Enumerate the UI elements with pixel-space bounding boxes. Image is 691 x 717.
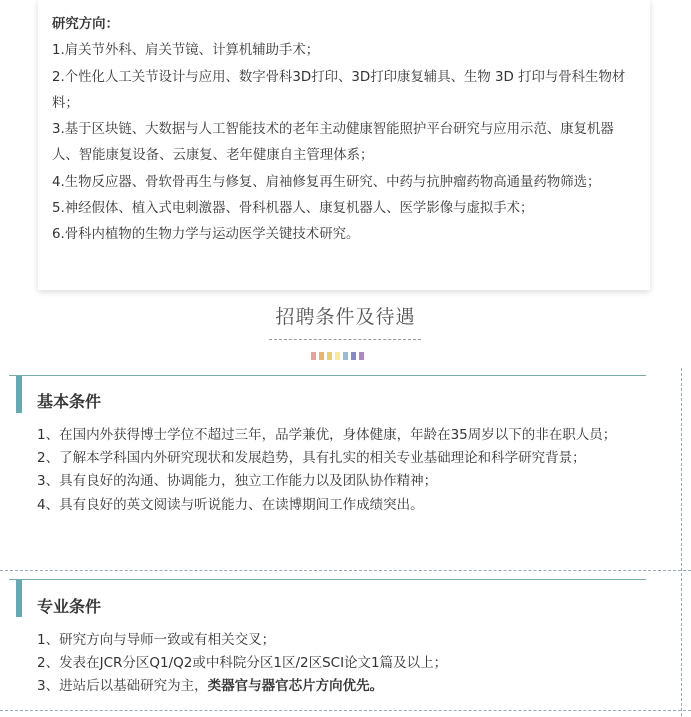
basic-item: 2、了解本学科国内外研究现状和发展趋势，具有扎实的相关专业基础理论和科学研究背景； (37, 450, 586, 467)
research-directions-card (38, 0, 650, 290)
research-item: 3.基于区块链、大数据与人工智能技术的老年主动健康智能照护平台研究与应用示范、康复机器人、智能康复设备、云康复、老年健康自主管理体系； (52, 122, 614, 164)
research-item: 4.生物反应器、骨软骨再生与修复、肩袖修复再生研究、中药与抗肿瘤药物高通量药物筛选； (52, 174, 601, 190)
basic-item: 4、具有良好的英文阅读与听说能力、在读博期间工作成绩突出。 (37, 496, 424, 513)
research-item: 2.个性化人工关节设计与应用、数字骨科3D打印、3D打印康复辅具、生物 3D 打印与骨科生物材料； (52, 69, 626, 111)
color-dot (351, 352, 356, 360)
professional-title-rule (9, 579, 646, 580)
professional-item-text: 3、进站后以基础研究为主， (37, 678, 208, 695)
decorative-dots (311, 352, 364, 360)
color-dot (327, 352, 332, 360)
professional-item-emphasis: 类器官与器官芯片方向优先。 (207, 678, 384, 695)
basic-item: 1、在国内外获得博士学位不超过三年，品学兼优，身体健康，年龄在35周岁以下的非在职人员； (37, 427, 617, 443)
professional-accent-bar (16, 580, 22, 617)
color-dot (343, 352, 348, 360)
professional-item (37, 675, 662, 698)
color-dot (335, 352, 340, 360)
section-divider (0, 570, 691, 571)
basic-conditions-title: 基本条件 (37, 392, 102, 411)
professional-item: 1、研究方向与导师一致或有相关交叉； (37, 632, 276, 648)
research-item: 5.神经假体、植入式电刺激器、骨科机器人、康复机器人、医学影像与虚拟手术； (52, 201, 534, 217)
professional-conditions-title: 专业条件 (37, 597, 102, 616)
research-item: 1.肩关节外科、肩关节镜、计算机辅助手术； (52, 43, 320, 59)
professional-conditions-list (37, 629, 662, 699)
bottom-divider (0, 710, 691, 711)
basic-item: 3、具有良好的沟通、协调能力，独立工作能力以及团队协作精神； (37, 473, 438, 490)
title-underline (269, 339, 421, 340)
color-dot (359, 352, 364, 360)
color-dot (319, 352, 324, 360)
section-title: 招聘条件及待遇 (275, 306, 416, 328)
basic-conditions-list (37, 424, 662, 517)
professional-item: 2、发表在JCR分区Q1/Q2或中科院分区1区/2区SCI论文1篇及以上； (37, 655, 448, 672)
research-heading: 研究方向： (52, 17, 119, 32)
block-border-right (681, 368, 682, 716)
basic-title-rule (9, 375, 646, 376)
research-item: 6.骨科内植物的生物力学与运动医学关键技术研究。 (52, 227, 360, 243)
basic-accent-bar (16, 376, 22, 413)
color-dot (311, 352, 316, 360)
